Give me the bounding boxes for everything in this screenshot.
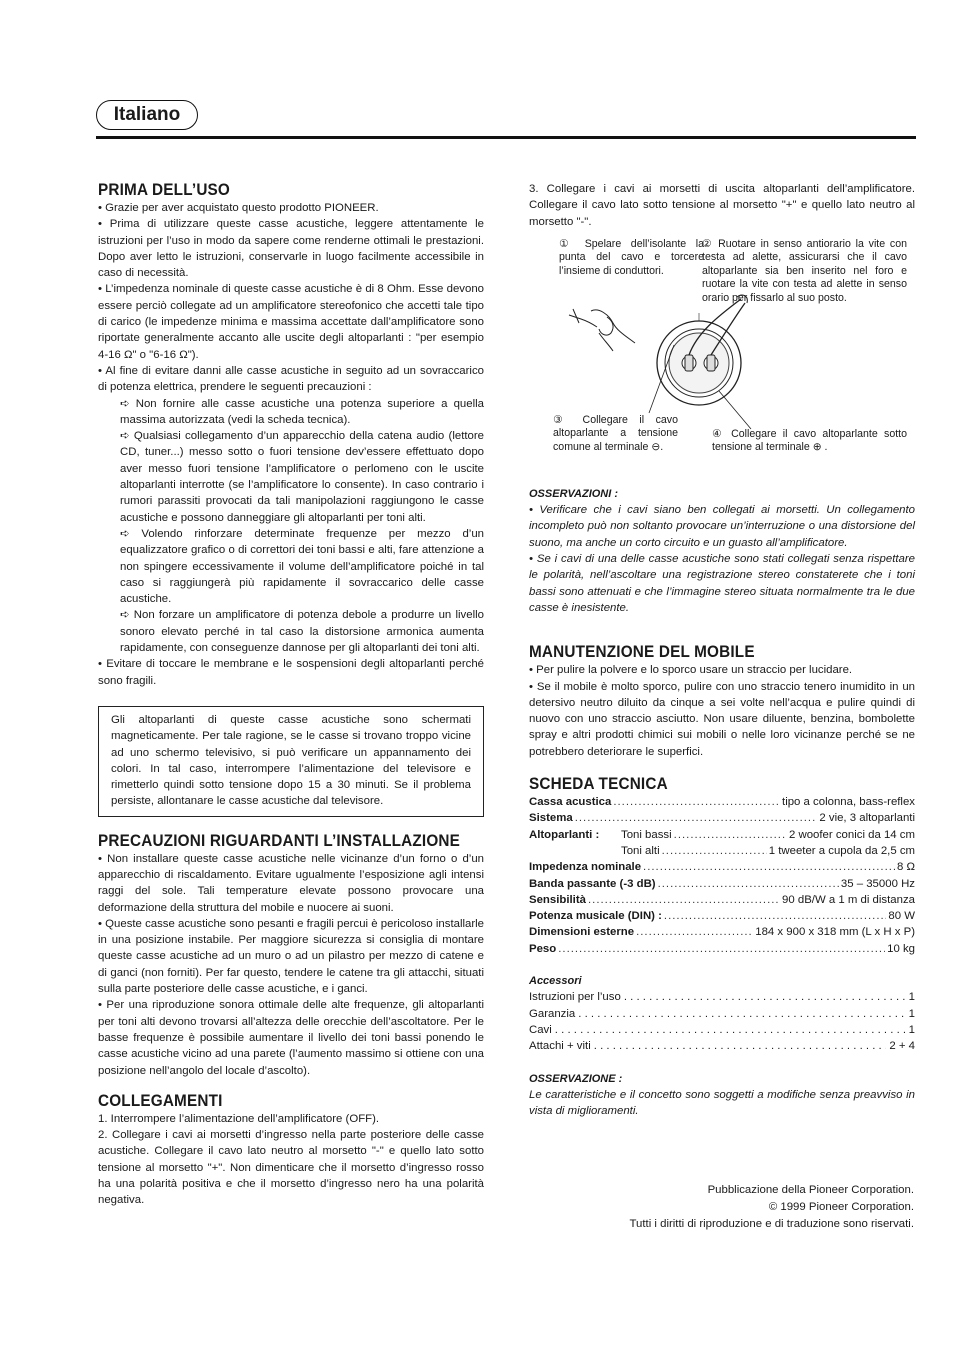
paragraph: • L’impedenza nominale di queste casse acustiche è di 8 Ohm. Esse devono essere perciò collegate ad un amplificatore stereofonico che accetti tale tipo di carico (le impedenze minima e massima accettate dall’amplificatore sono riportate generalmente accanto alle uscite degli altoparlanti : "per esempio 4-16 Ω" o "6-16 Ω").: [98, 283, 484, 361]
accessory-qty: 1: [908, 991, 915, 1004]
accessory-name: Istruzioni per l’uso: [529, 991, 621, 1004]
footer-line: © 1999 Pioneer Corporation.: [768, 1201, 914, 1213]
paragraph: • Al fine di evitare danni alle casse acustiche in seguito ad un sovraccarico di potenza elettrica, prendere le seguenti precauzioni :: [98, 364, 484, 394]
magnetic-shield-notice: [98, 706, 484, 817]
spec-key: Sistema: [529, 812, 573, 825]
spec-value: 35 – 35000 Hz: [840, 877, 915, 890]
spec-key: Altoparlanti :: [529, 828, 600, 841]
paragraph: • Non installare queste casse acustiche nelle vicinanze d’un forno o d’un apparecchio di riscaldamento. Evitare ugualmente l’esposizione agli intensi raggi del sole. Tali temperature elevate possono provocare una deformazione della struttura del mobile e nuocere ai suoni.: [98, 852, 484, 914]
precaution-item: ➪ Volendo rinforzare determinate frequenze per mezzo d’un equalizzatore grafico o di correttori dei toni bassi e alti, fare attenzione a non spingere eccessivamente il volume dell’amplificatore poiché in tal caso si raggiungerà più rapidamente il sovraccarico delle casse acustiche.: [120, 527, 484, 606]
spec-key: Dimensioni esterne: [529, 926, 635, 939]
accessory-qty: 1: [908, 1023, 915, 1036]
publisher-footer: [514, 1182, 914, 1233]
right-column: [529, 181, 915, 1119]
footer-line: Tutti i diritti di riproduzione e di traduzione sono riservati.: [629, 1218, 914, 1230]
spec-subkey: Toni alti: [621, 844, 660, 857]
spec-key: Potenza musicale (DIN) :: [529, 910, 662, 923]
accessori-label: Accessori: [529, 975, 582, 988]
accessory-name: Cavi: [529, 1023, 552, 1036]
diagram-step-4: ④ Collegare il cavo altoparlante sotto tensione al terminale ⊕ .: [712, 427, 907, 454]
precaution-item: ➪ Qualsiasi collegamento d’un apparecchio della catena audio (lettore CD, tuner...) messo sotto o fuori tensione dev’essere effettuato dopo aver messo fuori tensione l’amplificatore o perlomeno con le uscite altoparlanti interrotte (se l’amplificatore lo consente). In caso contrario i rumori parassiti provocati da tali manipolazioni raggiungono le casse acustiche e possono danneggiare gli altoparlanti per toni alti.: [120, 430, 484, 524]
spec-row: [529, 794, 915, 810]
connection-diagram: [529, 238, 915, 488]
precaution-item: ➪ Non fornire alle casse acustiche una potenza superiore a quella massima autorizzata (vedi la scheda tecnica).: [120, 397, 484, 426]
spec-row: [529, 924, 915, 940]
footer-line: Pubblicazione della Pioneer Corporation.: [707, 1184, 914, 1196]
spec-row: [529, 810, 915, 826]
accessory-qty: 2 + 4: [889, 1040, 915, 1053]
diagram-step-2: ② Ruotare in senso antiorario la vite con testa ad alette, assicurarsi che il cavo altoparlante sia ben inserito nel foro e ruotare la vite con testa ad alette in senso orario per fissarlo al suo posto.: [702, 237, 907, 304]
left-column: [98, 180, 484, 1209]
spec-value: 1 tweeter a cupola da 2,5 cm: [768, 844, 915, 857]
spec-value: 2 woofer conici da 14 cm: [789, 828, 915, 841]
spec-row: [529, 908, 915, 924]
paragraph: • Se il mobile è molto sporco, pulire con uno straccio tenero inumidito in un detersivo neutro diluito da cinque a sei volte nell’acqua e pulire quindi di nuovo con uno straccio asciutto. Non usare diluente, benzina, bombolette spray e altri prodotti chimici sui mobili o nelle loro vicinanze perché se ne potrebbero deteriorare le superfici.: [529, 680, 915, 758]
accessory-name: Garanzia: [529, 1007, 576, 1020]
osservazione-label: OSSERVAZIONE :: [529, 1072, 623, 1085]
paragraph: • Per pulire la polvere e lo sporco usare un straccio per lucidare.: [529, 664, 853, 677]
section-title-scheda-tecnica: SCHEDA TECNICA: [529, 774, 668, 794]
spec-subkey: Toni bassi: [621, 828, 672, 841]
spec-row: [529, 843, 915, 859]
osservazioni-label: OSSERVAZIONI :: [529, 487, 619, 500]
note-paragraph: • Verificare che i cavi siano ben collegati ai morsetti. Un collegamento incompleto può non soltanto provocare un’interruzione o una distorsione del suono, ma anche un corto circuito e un guasto all’amplificatore.: [529, 504, 915, 549]
accessory-row: [529, 1006, 915, 1022]
paragraph: 1. Interrompere l’alimentazione dell’amplificatore (OFF).: [98, 1112, 380, 1125]
note-paragraph: • Se i cavi di una delle casse acustiche sono stati collegati senza rispettare le polarità, nell’ascoltare una registrazione stereo constaterete che i toni bassi sono attenuati e che l’immagine stereo situata normalmente tra le due casse è inesistente.: [529, 553, 915, 614]
spec-key: Cassa acustica: [529, 796, 612, 809]
spec-row: [529, 859, 915, 875]
section-title-precauzioni: PRECAUZIONI RIGUARDANTI L’INSTALLAZIONE: [98, 830, 461, 850]
accessory-row: [529, 989, 915, 1005]
paragraph: 2. Collegare i cavi ai morsetti d’ingresso nella parte posteriore delle casse acustiche. Collegare il cavo lato neutro al morsetto "-" e quello lato sotto tensione al morsetto "+". Non dimenticare che il morsetto d’ingresso rosso ha una polarità positiva e che il morsetto d’ingresso nero ha una polarità negativa.: [98, 1129, 484, 1207]
spec-key: Sensibilità: [529, 893, 586, 906]
header-rule: [96, 136, 916, 139]
diagram-step-1: ① Spelare dell’isolante la punta del cavo e torcere l’insieme di conduttori.: [559, 237, 704, 277]
section-title-collegamenti: COLLEGAMENTI: [98, 1090, 223, 1110]
paragraph: • Queste casse acustiche sono pesanti e fragili percui è pericoloso installarle in una posizione instabile. Per maggiore sicurezza si consiglia di montare queste casse acustiche ad un muro o ad un pilastro per mezzo di catene e di ganci (non forniti). Per far questo, tendere le catene tra gli attacchi, situati sulla parte posteriore delle casse acustiche, e i ganci.: [98, 917, 484, 996]
spec-value: 2 vie, 3 altoparlanti: [819, 812, 915, 825]
spec-value: 80 W: [888, 910, 915, 923]
spec-key: Banda passante (-3 dB): [529, 877, 656, 890]
language-label: Italiano: [96, 100, 198, 130]
spec-table: [529, 794, 915, 957]
diagram-step-3: ③ Collegare il cavo altoparlante a tensione comune al terminale ⊖.: [553, 413, 678, 453]
section-title-prima-delluso: PRIMA DELL’USO: [98, 180, 231, 199]
section-title-manutenzione: MANUTENZIONE DEL MOBILE: [529, 642, 755, 662]
spec-row: [529, 941, 915, 957]
precaution-item: ➪ Non forzare un amplificatore di potenza debole a produrre un livello sonoro elevato perché in tal caso la distorsione armonica aumenta rapidamente, con conseguenze dannose per gli altoparlanti dei toni alti.: [120, 609, 484, 655]
spec-row: [529, 892, 915, 908]
spec-key: Peso: [529, 942, 557, 955]
accessories-list: [529, 989, 915, 1054]
paragraph: • Prima di utilizzare queste casse acustiche, leggere attentamente le istruzioni per l’uso in modo da sapere come renderne ottimali le prestazioni. Dopo aver letto le istruzioni, conservarle in luogo facilmente accessibile in caso di necessità.: [98, 218, 484, 280]
spec-key: Impedenza nominale: [529, 861, 642, 874]
spec-value: 8 Ω: [896, 861, 915, 874]
spec-row: [529, 827, 915, 843]
spec-value: 90 dB/W a 1 m di distanza: [782, 893, 915, 906]
spec-row: [529, 876, 915, 892]
accessory-qty: 1: [908, 1007, 915, 1020]
paragraph: 3. Collegare i cavi ai morsetti di uscita altoparlanti dell’amplificatore. Collegare il cavo lato sotto tensione al morsetto "+" e quello lato neutro al morsetto "-".: [529, 183, 915, 228]
spec-value: 10 kg: [887, 942, 915, 955]
spec-value: tipo a colonna, bass-reflex: [782, 796, 915, 809]
notice-text: Gli altoparlanti di queste casse acustiche sono schermati magneticamente. Per tale ragione, se le casse si trovano troppo vicine ad uno schermo televisivo, si può verificare un appannamento dei colori. In tal caso, interrompere l’alimentazione del televisore e rimetterlo quindi sotto tensione dopo 15 a 30 minuti. Se il problema persiste, allontanare le casse acustiche dal televisore.: [111, 713, 471, 808]
note-paragraph: Le caratteristiche e il concetto sono soggetti a modifiche senza preavviso in vista di miglioramenti.: [529, 1088, 915, 1118]
spec-value: 184 x 900 x 318 mm (L x H x P): [755, 926, 915, 939]
accessory-name: Attachi + viti: [529, 1040, 591, 1053]
accessory-row: [529, 1038, 915, 1054]
accessory-row: [529, 1022, 915, 1038]
paragraph: • Per una riproduzione sonora ottimale delle alte frequenze, gli altoparlanti per toni alti devono trovarsi all’altezza delle orecchie dell’ascoltatore. Per le basse frequenze è possibile aumentare il livello dei toni bassi ponendo le casse acustiche vicino ad una parete (l’aumento massimo si ottiene con una posizione nell’angolo del locale d’ascolto).: [98, 999, 484, 1077]
paragraph: • Evitare di toccare le membrane e le sospensioni degli altoparlanti perché sono fragili.: [98, 658, 484, 687]
paragraph: • Grazie per aver acquistato questo prodotto PIONEER.: [98, 202, 379, 214]
